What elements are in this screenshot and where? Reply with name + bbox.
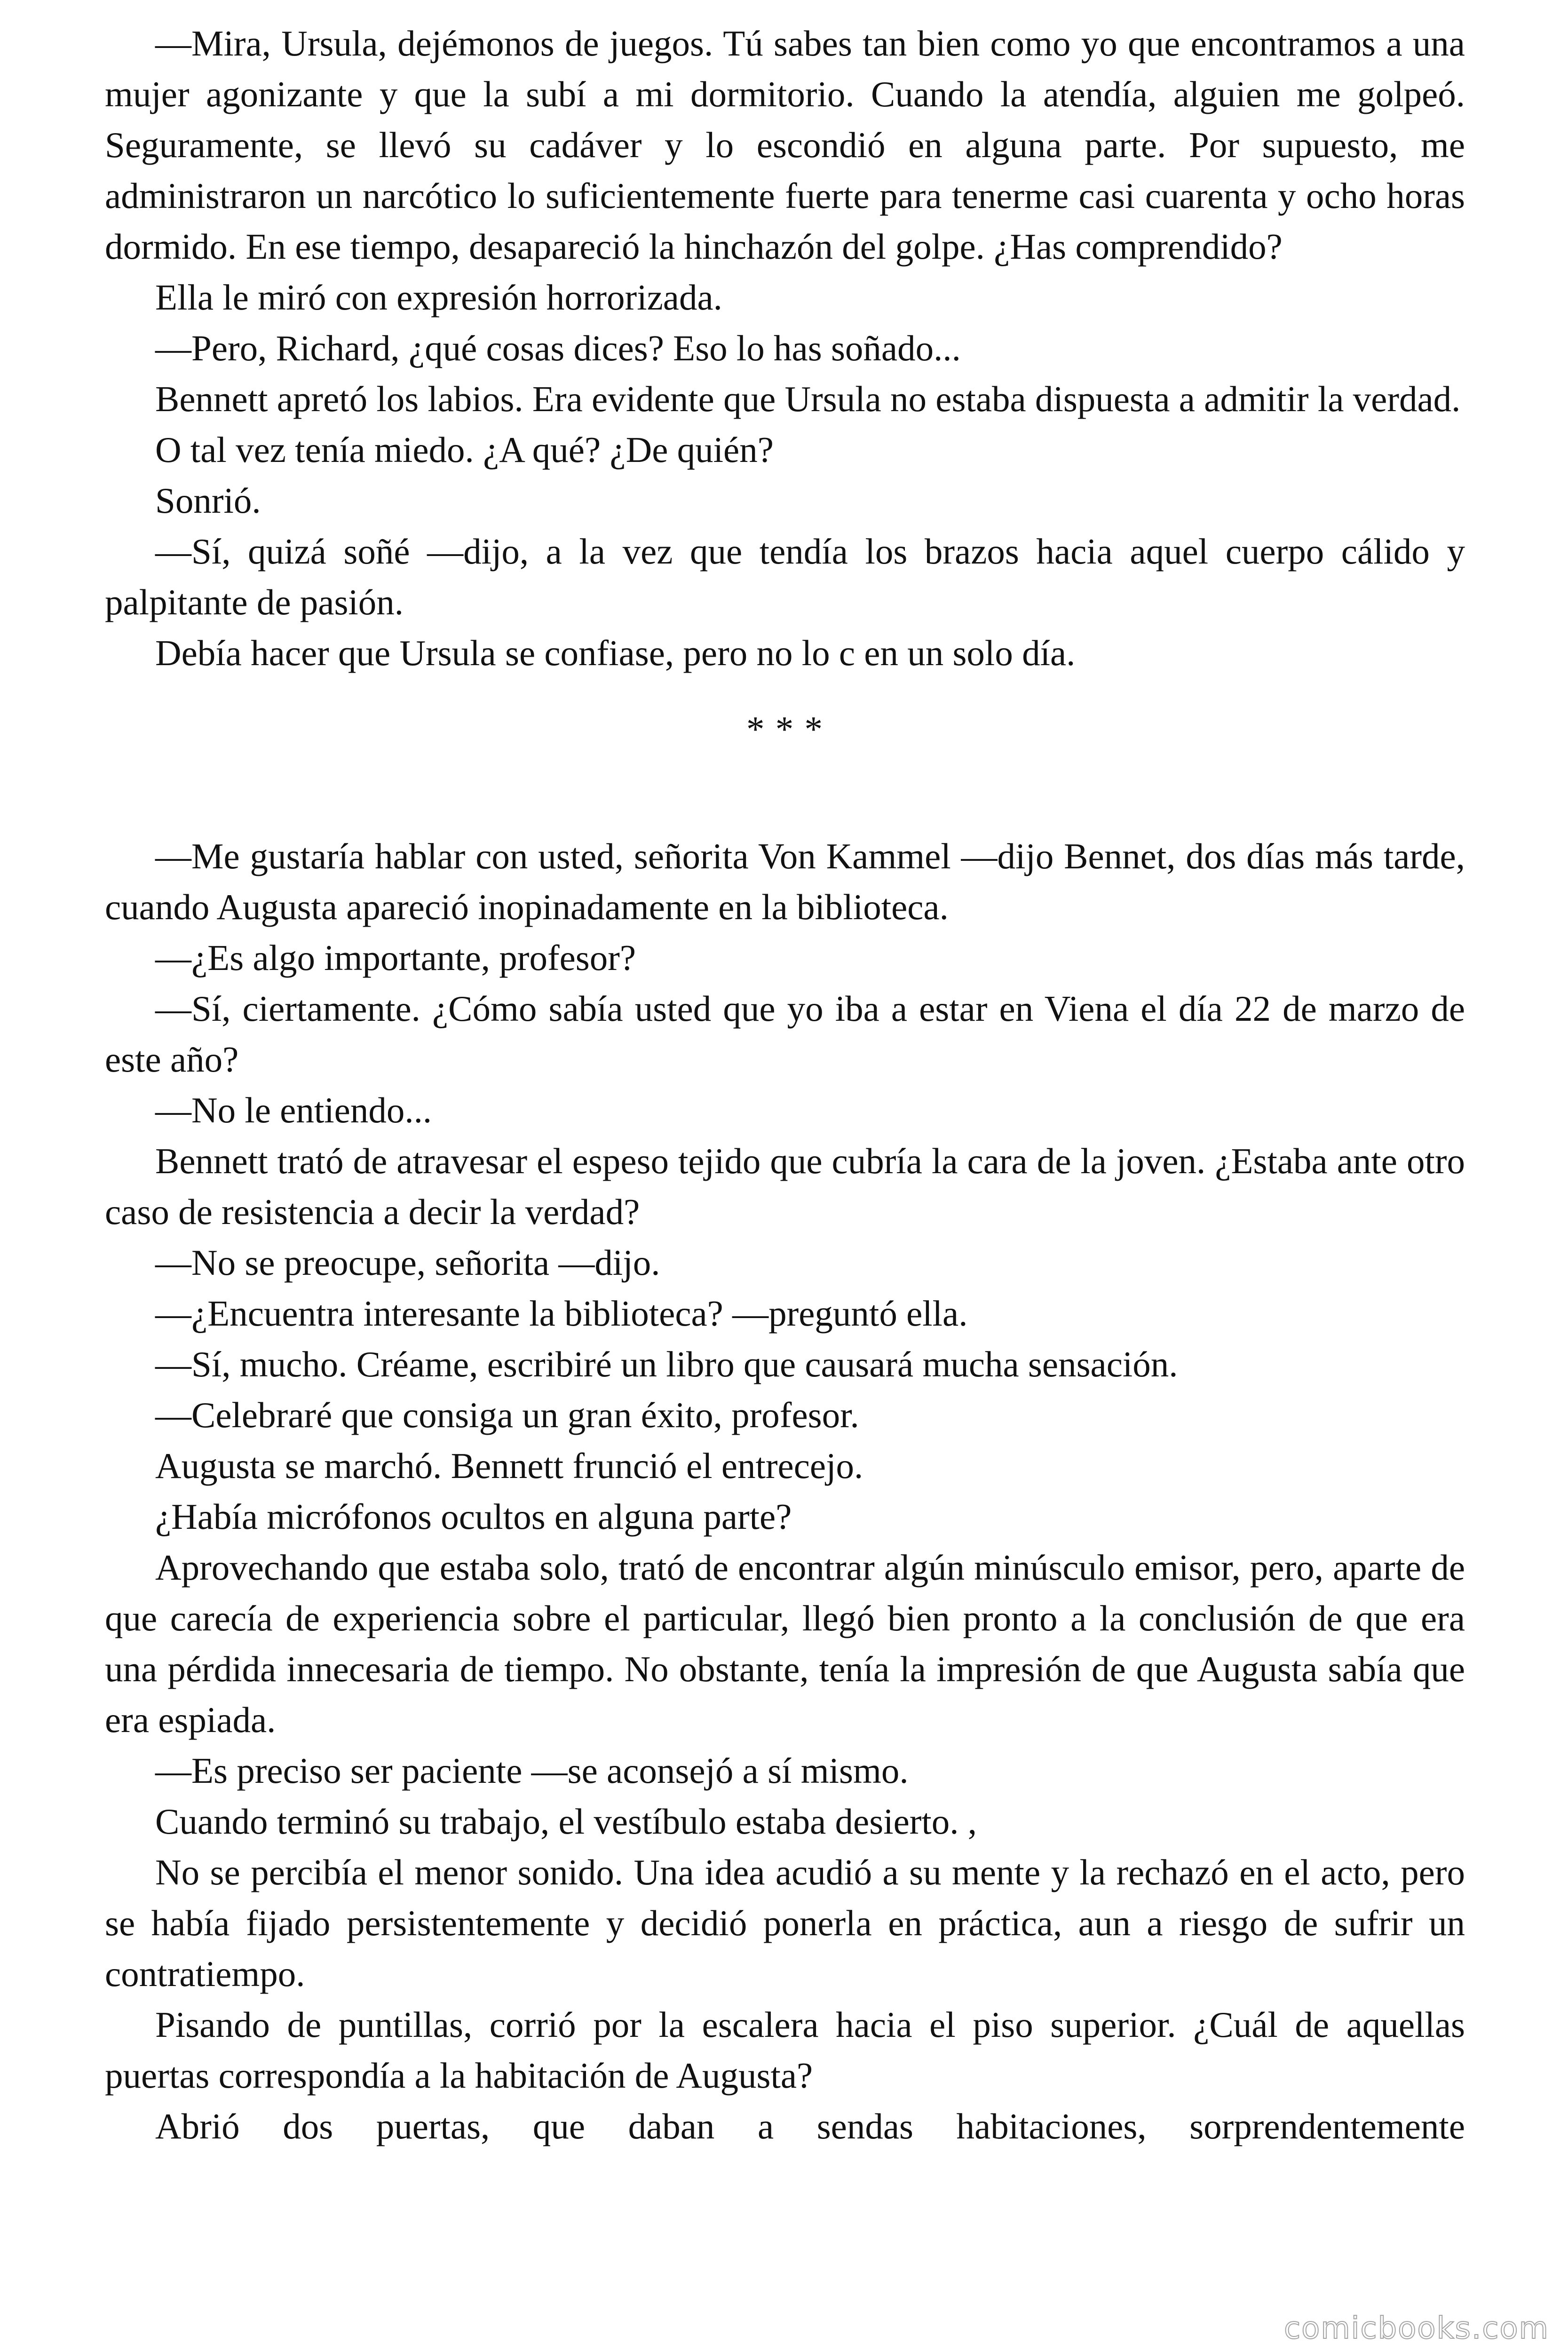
watermark: comicbooks.com (1283, 2311, 1549, 2346)
paragraph: Pisando de puntillas, corrió por la escalera hacia el piso superior. ¿Cuál de aquellas puertas correspondía a la habitación de Augusta? (105, 2004, 1465, 2096)
paragraph: —No se preocupe, señorita —dijo. (155, 1242, 660, 1283)
paragraph: Aprovechando que estaba solo, trató de encontrar algún minúsculo emisor, pero, aparte de que carecía de experiencia sobre el particular, llegó bien pronto a la conclusión de que era una pérdida innecesaria de tiempo. No obstante, tenía la impresión de que Augusta sabía que era espiada. (105, 1547, 1465, 1740)
paragraph: —Sí, quizá soñé —dijo, a la vez que tendía los brazos hacia aquel cuerpo cálido y palpitante de pasión. (105, 531, 1465, 622)
paragraph: —Mira, Ursula, dejémonos de juegos. Tú sabes tan bien como yo que encontramos a una mujer agonizante y que la subí a mi dormitorio. Cuando la atendía, alguien me golpeó. Seguramente, se llevó su cadáver y lo escondió en alguna parte. Por supuesto, me administraron un narcótico lo suficientemente fuerte para tenerme casi cuarenta y ocho horas dormido. En ese tiempo, desapareció la hinchazón del golpe. ¿Has comprendido? (105, 23, 1465, 267)
paragraph: —No le entiendo... (155, 1090, 432, 1130)
paragraph: Ella le miró con expresión horrorizada. (155, 277, 722, 318)
paragraph: O tal vez tenía miedo. ¿A qué? ¿De quién? (155, 429, 774, 470)
paragraph: —Celebraré que consiga un gran éxito, profesor. (155, 1395, 859, 1435)
section-break: * * * (746, 709, 824, 749)
paragraph: Abrió dos puertas, que daban a sendas habitaciones, sorprendentemente (155, 2106, 1465, 2146)
paragraph: —¿Encuentra interesante la biblioteca? —preguntó ella. (155, 1293, 968, 1334)
paragraph: Augusta se marchó. Bennett frunció el entrecejo. (155, 1446, 863, 1486)
paragraph: —Me gustaría hablar con usted, señorita Von Kammel —dijo Bennet, dos días más tarde, cuando Augusta apareció inopinadamente en la biblioteca. (105, 836, 1465, 927)
paragraph: Bennett apretó los labios. Era evidente que Ursula no estaba dispuesta a admitir la verdad. (155, 379, 1461, 419)
paragraph: —Pero, Richard, ¿qué cosas dices? Eso lo has soñado... (155, 328, 961, 368)
paragraph: No se percibía el menor sonido. Una idea acudió a su mente y la rechazó en el acto, pero se había fijado persistentemente y decidió ponerla en práctica, aun a riesgo de sufrir un contratiempo. (105, 1852, 1465, 1994)
paragraph: Sonrió. (155, 480, 261, 521)
paragraph: —¿Es algo importante, profesor? (155, 938, 636, 978)
paragraph: Cuando terminó su trabajo, el vestíbulo estaba desierto. , (155, 1801, 977, 1842)
paragraph: —Sí, mucho. Créame, escribiré un libro que causará mucha sensación. (155, 1344, 1178, 1384)
paragraph: —Es preciso ser paciente —se aconsejó a sí mismo. (155, 1750, 909, 1791)
paragraph: Bennett trató de atravesar el espeso tejido que cubría la cara de la joven. ¿Estaba ante otro caso de resistencia a decir la verdad? (105, 1141, 1465, 1232)
paragraph: —Sí, ciertamente. ¿Cómo sabía usted que yo iba a estar en Viena el día 22 de marzo de este año? (105, 988, 1465, 1080)
book-page (105, 18, 1465, 2152)
paragraph: Debía hacer que Ursula se confiase, pero no lo c en un solo día. (155, 633, 1076, 673)
paragraph: ¿Había micrófonos ocultos en alguna parte? (155, 1496, 792, 1537)
